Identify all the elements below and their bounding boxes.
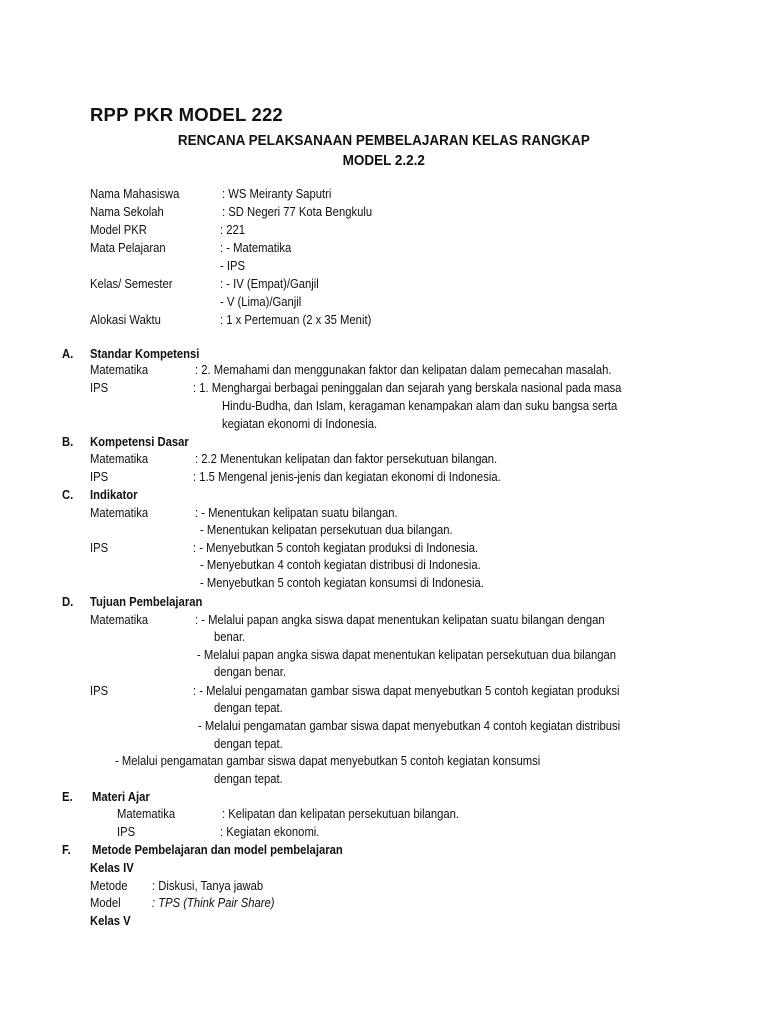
kelas-iv-heading: Kelas IV xyxy=(90,861,134,875)
kelas-semester-value-1: : - IV (Empat)/Ganjil xyxy=(220,277,319,291)
section-c-ips-label: IPS xyxy=(90,541,109,555)
nama-mahasiswa-value: : WS Meiranty Saputri xyxy=(222,187,332,201)
section-b-mat-text: : 2.2 Menentukan kelipatan dan faktor persekutuan bilangan. xyxy=(195,452,498,466)
subtitle-line-1: RENCANA PELAKSANAAN PEMBELAJARAN KELAS RANGKAP xyxy=(177,132,591,149)
section-c-ips-line-2: - Menyebutkan 4 contoh kegiatan distribusi di Indonesia. xyxy=(200,558,481,572)
alokasi-waktu-label: Alokasi Waktu xyxy=(90,313,161,327)
section-d-ips-line-6: dengan tepat. xyxy=(214,772,283,786)
section-d-ips-line-3: - Melalui pengamatan gambar siswa dapat menyebutkan 4 contoh kegiatan distribusi xyxy=(198,719,621,733)
section-a-ips-line-2: Hindu-Budha, dan Islam, keragaman kenampakan alam dan suku bangsa serta xyxy=(222,399,618,413)
section-e-ips-label: IPS xyxy=(117,825,136,839)
section-a-ips-line-1: : 1. Menghargai berbagai peninggalan dan sejarah yang berskala nasional pada masa xyxy=(193,381,622,395)
section-c-mat-line-1: : - Menentukan kelipatan suatu bilangan. xyxy=(195,506,398,520)
section-a-ips-label: IPS xyxy=(90,381,109,395)
mata-pelajaran-label: Mata Pelajaran xyxy=(90,241,166,255)
section-b-ips-label: IPS xyxy=(90,470,109,484)
section-a-mat-label: Matematika xyxy=(90,363,149,377)
section-e-mat-label: Matematika xyxy=(117,807,176,821)
section-d-mat-line-4: dengan benar. xyxy=(214,665,286,679)
section-e-ips-text: : Kegiatan ekonomi. xyxy=(220,825,320,839)
section-a-letter: A. xyxy=(62,347,74,361)
model-pkr-label: Model PKR xyxy=(90,223,147,237)
kelas-semester-value-2: - V (Lima)/Ganjil xyxy=(220,295,302,309)
mata-pelajaran-value-1: : - Matematika xyxy=(220,241,292,255)
document-subtitle xyxy=(0,132,768,149)
nama-sekolah-label: Nama Sekolah xyxy=(90,205,164,219)
section-b-letter: B. xyxy=(62,435,74,449)
alokasi-waktu-value: : 1 x Pertemuan (2 x 35 Menit) xyxy=(220,313,372,327)
model-pkr-value: : 221 xyxy=(220,223,246,237)
section-e-mat-text: : Kelipatan dan kelipatan persekutuan bilangan. xyxy=(222,807,460,821)
section-c-mat-label: Matematika xyxy=(90,506,149,520)
subtitle-line-2: MODEL 2.2.2 xyxy=(342,152,426,169)
section-a-ips-line-3: kegiatan ekonomi di Indonesia. xyxy=(222,417,378,431)
section-d-ips-label: IPS xyxy=(90,684,109,698)
kelas-v-heading: Kelas V xyxy=(90,914,131,928)
section-a-heading: Standar Kompetensi xyxy=(90,347,200,361)
section-d-letter: D. xyxy=(62,595,74,609)
section-c-mat-line-2: - Menentukan kelipatan persekutuan dua bilangan. xyxy=(200,523,453,537)
section-e-heading: Materi Ajar xyxy=(92,790,150,804)
section-f-heading: Metode Pembelajaran dan model pembelajaran xyxy=(92,843,343,857)
section-d-ips-line-4: dengan tepat. xyxy=(214,737,283,751)
kelas-semester-label: Kelas/ Semester xyxy=(90,277,173,291)
section-d-ips-line-2: dengan tepat. xyxy=(214,701,283,715)
metode-label: Metode xyxy=(90,879,128,893)
section-e-letter: E. xyxy=(62,790,73,804)
section-d-ips-line-5: - Melalui pengamatan gambar siswa dapat menyebutkan 5 contoh kegiatan konsumsi xyxy=(115,754,541,768)
section-c-ips-line-1: : - Menyebutkan 5 contoh kegiatan produksi di Indonesia. xyxy=(193,541,479,555)
section-b-mat-label: Matematika xyxy=(90,452,149,466)
section-a-mat-text: : 2. Memahami dan menggunakan faktor dan kelipatan dalam pemecahan masalah. xyxy=(195,363,612,377)
model-value: : TPS (Think Pair Share) xyxy=(152,896,275,910)
section-d-heading: Tujuan Pembelajaran xyxy=(90,595,203,609)
section-d-ips-line-1: : - Melalui pengamatan gambar siswa dapat menyebutkan 5 contoh kegiatan produksi xyxy=(193,684,620,698)
nama-sekolah-value: : SD Negeri 77 Kota Bengkulu xyxy=(222,205,373,219)
section-b-ips-text: : 1.5 Mengenal jenis-jenis dan kegiatan ekonomi di Indonesia. xyxy=(193,470,501,484)
document-model-subtitle xyxy=(0,152,768,169)
section-d-mat-line-2: benar. xyxy=(214,630,246,644)
section-d-mat-label: Matematika xyxy=(90,613,149,627)
section-c-ips-line-3: - Menyebutkan 5 contoh kegiatan konsumsi di Indonesia. xyxy=(200,576,484,590)
model-label: Model xyxy=(90,896,121,910)
section-c-letter: C. xyxy=(62,488,74,502)
section-f-letter: F. xyxy=(62,843,71,857)
section-d-mat-line-3: - Melalui papan angka siswa dapat menentukan kelipatan persekutuan dua bilangan xyxy=(197,648,617,662)
metode-value: : Diskusi, Tanya jawab xyxy=(152,879,264,893)
document-title: RPP PKR MODEL 222 xyxy=(90,104,283,125)
section-d-mat-line-1: : - Melalui papan angka siswa dapat menentukan kelipatan suatu bilangan dengan xyxy=(195,613,605,627)
section-c-heading: Indikator xyxy=(90,488,138,502)
nama-mahasiswa-label: Nama Mahasiswa xyxy=(90,187,180,201)
section-b-heading: Kompetensi Dasar xyxy=(90,435,189,449)
mata-pelajaran-value-2: - IPS xyxy=(220,259,246,273)
